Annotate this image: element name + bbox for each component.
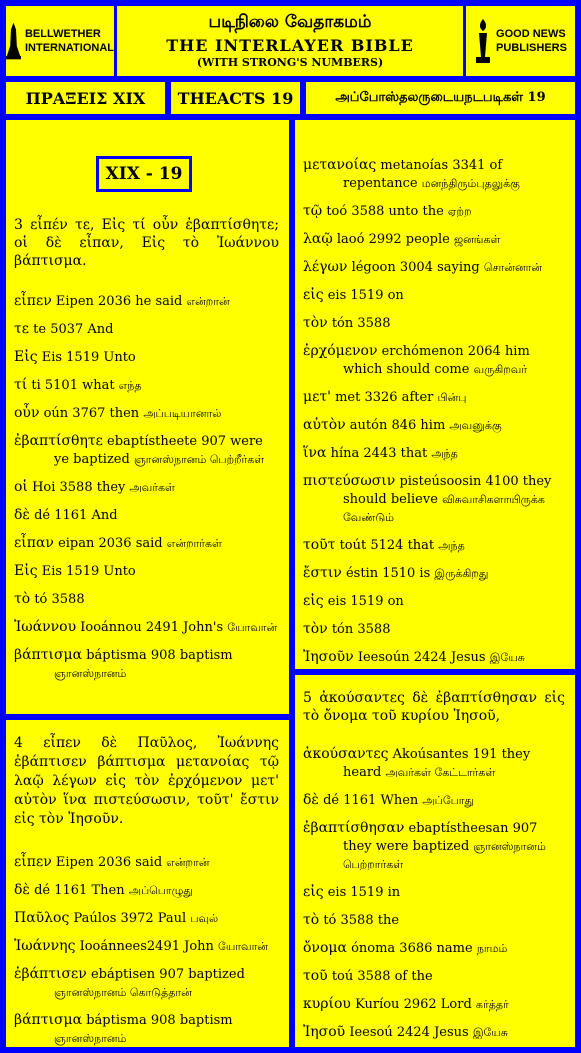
torch-icon [474,17,492,65]
verse-4-entries-right [303,156,565,667]
english-gloss: Paúlos 3972 Paul [73,911,187,926]
word-entry [14,853,279,872]
word-entry [303,648,565,667]
greek-word: εἶπεν [14,854,52,870]
english-gloss: ebaptístheesan 907 they were baptized [343,821,538,854]
tamil-gloss: இயேசு [472,1026,508,1039]
greek-word: τοῦτ [303,537,336,553]
tamil-gloss: ஞானஸ்நானம் [54,667,127,680]
book-greek-label: ΠΡΑΞΕΙΣ XIX [25,88,146,108]
english-gloss: Ieesoún 2424 Jesus [357,650,486,665]
tamil-gloss: ஞானஸ்நானம் [54,1032,127,1045]
greek-word: τῷ [303,203,323,219]
greek-word: εἶπεν [14,293,52,309]
english-gloss: toó 3588 unto the [326,204,444,219]
english-gloss: éstin 1510 is [345,566,431,581]
greek-word: οἱ [14,479,28,495]
english-gloss: Eis 1519 Unto [41,564,136,579]
word-entry [303,388,565,407]
verse-4-text: 4 εἶπεν δὲ Παῦλος, Ἰωάννης ἐβάπτισεν βάπτισμα μετανοίας τῷ λαῷ λέγων εἰς τὸν ἐρχόμενον μετ' αὐτὸν ἵνα πιστεύσωσιν, τοῦτ' ἔστιν εἰς τὸν Ἰησοῦν. [14,735,279,827]
book-english-label: THEACTS 19 [177,88,294,108]
word-entry [303,472,565,527]
greek-word: Ἰησοῦν [303,649,354,665]
verse-5-entries [303,745,565,1042]
word-entry [14,320,279,339]
word-entry [303,444,565,463]
greek-word: οὖν [14,405,40,421]
english-gloss: toú 3588 of the [331,969,433,984]
word-entry [14,376,279,395]
book-tamil [303,79,578,117]
greek-word: τὸ [303,912,320,928]
tamil-gloss: அப்போது [422,794,475,807]
english-gloss: erchómenon 2064 him which should come [343,344,530,377]
subtitle: (WITH STRONG'S NUMBERS) [196,56,384,69]
word-entry [303,286,565,305]
greek-word: ἔστιν [303,565,342,581]
left-logo-line-2: INTERNATIONAL [24,42,114,54]
tamil-gloss: அவனுக்கு [449,419,502,432]
tamil-gloss: இயேசு [489,651,525,664]
tamil-gloss: ஞானஸ்நானம் பெற்றார்கள் [343,840,546,871]
chapter-label: XIX - 19 [96,156,192,192]
greek-word: τὸν [303,315,328,331]
word-entry [303,791,565,810]
english-gloss: Hoi 3588 they [32,480,126,495]
tamil-gloss: என்றார்கள் [166,537,222,550]
book-english [168,79,303,117]
english-gloss: metanoías 3341 of repentance [343,158,503,191]
tamil-gloss: பவுல் [190,912,219,925]
title-english: THE INTERLAYER BIBLE [166,36,414,55]
word-entry [303,342,565,379]
english-gloss: ónoma 3686 name [351,941,473,956]
word-entry [303,592,565,611]
word-entry [303,967,565,986]
word-entry [14,506,279,525]
english-gloss: tón 3588 [331,316,391,331]
greek-word: ἐβαπτίσθησαν [303,820,405,836]
greek-word: Εἰς [14,563,38,579]
word-entry [303,745,565,782]
word-entry [14,590,279,609]
greek-word: Ἰωάννου [14,619,77,635]
english-gloss: dé 1161 Then [34,883,125,898]
word-entry [14,937,279,956]
verse-4-entries-left [14,853,279,1048]
tamil-gloss: அவர்கள் கேட்டார்கள் [385,766,496,779]
english-gloss: tó 3588 the [323,913,400,928]
greek-word: Παῦλος [14,910,70,926]
greek-word: μετανοίας [303,157,377,173]
tamil-gloss: மனந்திரும்புதலுக்கு [421,177,520,190]
english-gloss: báptisma 908 baptism [86,1013,233,1028]
english-gloss: tón 3588 [331,622,391,637]
book-greek [3,79,168,117]
greek-word: εἶπαν [14,535,54,551]
greek-word: πιστεύσωσιν [303,473,396,489]
verse-4-panel [3,717,292,1050]
tamil-gloss: ஞானஸ்நானம் கொடுத்தான் [54,986,192,999]
word-entry [14,534,279,553]
word-entry [14,881,279,900]
english-gloss: eipan 2036 said [58,536,163,551]
english-gloss: autón 846 him [349,418,446,433]
english-gloss: Akoúsantes 191 they heard [343,747,531,780]
greek-word: εἰς [303,287,324,303]
english-gloss: Iooánnou 2491 John's [80,620,224,635]
greek-word: δὲ [14,882,30,898]
english-gloss: Kuríou 2962 Lord [355,997,472,1012]
english-gloss: pisteúsoosin 4100 they should believe [343,474,552,507]
word-entry [303,995,565,1014]
english-gloss: báptisma 908 baptism [86,648,233,663]
tamil-gloss: விசுவாசிகளாயிருக்க வேண்டும் [343,493,545,524]
tamil-gloss: என்றான் [166,856,210,869]
greek-word: βάπτισμα [14,647,83,663]
greek-word: τὸν [303,621,328,637]
word-entry [303,939,565,958]
greek-word: βάπτισμα [14,1012,83,1028]
tamil-gloss: இருக்கிறது [434,567,489,580]
tamil-gloss: எந்த [118,379,142,392]
tamil-gloss: ஞானஸ்நானம் பெற்றீர்கள் [133,453,265,466]
word-entry [303,819,565,874]
title-tamil: படிநிலை வேதாகமம் [208,12,372,32]
greek-word: ὄνομα [303,940,347,956]
greek-word: κυρίου [303,996,351,1012]
greek-word: Ἰησοῦ [303,1024,346,1040]
word-entry [14,348,279,367]
bell-icon [6,17,21,65]
greek-word: εἰς [303,884,324,900]
tamil-gloss: ஏற்ற [447,205,472,218]
english-gloss: te 5037 And [33,322,114,337]
tamil-gloss: ஜனங்கள் [453,233,501,246]
verse-5-panel [292,672,578,1050]
greek-word: Ἰωάννης [14,938,76,954]
tamil-gloss: யோவான் [227,621,278,634]
english-gloss: eis 1519 in [327,885,401,900]
greek-word: λαῷ [303,231,333,247]
word-entry [303,620,565,639]
bellwether-logo [3,3,117,79]
word-entry [14,562,279,581]
word-entry [14,478,279,497]
english-gloss: laoó 2992 people [336,232,450,247]
word-entry [303,202,565,221]
greek-word: μετ' [303,389,331,405]
english-gloss: ti 5101 what [31,378,115,393]
tamil-gloss: அப்பொழுது [128,884,193,897]
word-entry [14,1011,279,1048]
goodnews-logo [463,3,578,79]
word-entry [303,1023,565,1042]
greek-word: εἰς [303,593,324,609]
tamil-gloss: வருகிறவர் [473,363,528,376]
english-gloss: hína 2443 that [330,446,428,461]
word-entry [303,230,565,249]
greek-word: ἵνα [303,445,327,461]
greek-word: τε [14,321,29,337]
word-entry [303,536,565,555]
verse-3-text: 3 εἶπέν τε, Εἰς τί οὖν ἐβαπτίσθητε; οἱ δὲ εἶπαν, Εἰς τὸ Ἰωάννου βάπτισμα. [14,217,279,269]
english-gloss: Iooánnees2491 John [79,939,214,954]
english-gloss: oún 3767 then [43,406,140,421]
english-gloss: dé 1161 When [323,793,419,808]
greek-word: τί [14,377,28,393]
english-gloss: Eis 1519 Unto [41,350,136,365]
english-gloss: légoon 3004 saying [351,260,480,275]
title-block [114,3,466,79]
greek-word: ἐρχόμενον [303,343,378,359]
word-entry [14,646,279,683]
greek-word: ἀκούσαντες [303,746,389,762]
tamil-gloss: அந்த [438,539,465,552]
tamil-gloss: நாமம் [476,942,508,955]
right-logo-line-2: PUBLISHERS [496,42,567,54]
tamil-gloss: யோவான் [218,940,268,953]
greek-word: αὐτὸν [303,417,346,433]
left-logo-line-1: BELLWETHER [24,28,101,40]
greek-word: δὲ [14,507,30,523]
tamil-gloss: அவர்கள் [129,481,175,494]
word-entry [303,314,565,333]
tamil-gloss: அப்படியானால் [143,407,222,420]
book-tamil-label: அப்போஸ்தலருடையநடபடிகள் 19 [335,90,546,105]
tamil-gloss: என்றான் [186,295,230,308]
right-logo-line-1: GOOD NEWS [496,28,566,40]
english-gloss: Ieesoú 2424 Jesus [349,1025,469,1040]
english-gloss: eis 1519 on [327,288,404,303]
english-gloss: eis 1519 on [327,594,404,609]
tamil-gloss: கர்த்தர் [475,998,509,1011]
greek-word: τοῦ [303,968,328,984]
verse-3-panel [3,117,292,717]
greek-word: λέγων [303,259,348,275]
word-entry [303,883,565,902]
word-entry [14,432,279,469]
greek-word: τὸ [14,591,31,607]
greek-word: Εἰς [14,349,38,365]
tamil-gloss: பின்பு [437,391,467,404]
english-gloss: met 3326 after [335,390,434,405]
word-entry [14,618,279,637]
word-entry [303,564,565,583]
word-entry [14,404,279,423]
word-entry [14,909,279,928]
word-entry [303,258,565,277]
greek-word: δὲ [303,792,319,808]
greek-word: ἐβαπτίσθητε [14,433,103,449]
tamil-gloss: அந்த [431,447,458,460]
tamil-gloss: சொன்னான் [483,261,543,274]
english-gloss: ebaptístheete 907 were ye baptized [54,434,263,467]
verse-5-text: 5 ἀκούσαντες δὲ ἐβαπτίσθησαν εἰς τὸ ὄνομα τοῦ κυρίου Ἰησοῦ, [303,690,565,724]
english-gloss: ebáptisen 907 baptized [90,967,245,982]
greek-word: ἐβάπτισεν [14,966,87,982]
english-gloss: dé 1161 And [34,508,118,523]
english-gloss: tó 3588 [34,592,85,607]
word-entry [303,156,565,193]
english-gloss: Eipen 2036 said [55,855,163,870]
verse-3-entries [14,292,279,683]
word-entry [303,416,565,435]
word-entry [303,911,565,930]
verse-4-continued-panel [292,117,578,672]
english-gloss: Eipen 2036 he said [55,294,183,309]
english-gloss: toút 5124 that [339,538,435,553]
word-entry [14,292,279,311]
word-entry [14,965,279,1002]
